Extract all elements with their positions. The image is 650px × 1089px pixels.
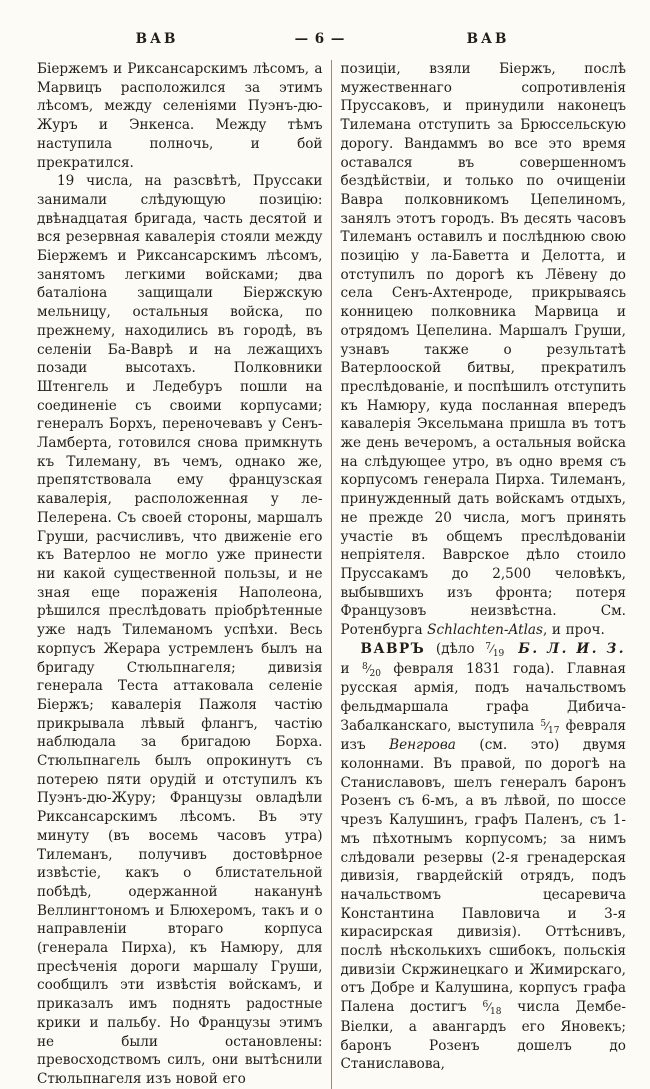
text-run: февраля 1831 года). Главная русская армія, подъ начальствомъ фельдмаршала графа Дибича-Забалканскаго, выступила bbox=[340, 660, 626, 734]
text-run: числа Дембе-Віелки, а авангардъ его Яновекъ; баронъ Розенъ дошелъ до Станиславова, bbox=[340, 999, 626, 1073]
date-fraction: $^8⁄_{20}$ bbox=[361, 661, 381, 679]
page-number: — 6 — bbox=[294, 31, 346, 47]
text-run: Schlachten-Atlas bbox=[427, 622, 543, 639]
text-columns bbox=[0, 58, 650, 1089]
text-run: позиціи, взяли Біержъ, послѣ мужественнаго сопротивленія Пруссаковъ, и принудили наконецъ Тилемана отступить за Брюссельскую дорогу. Вандаммъ во все это время оставался въ совершенномъ бездѣйствіи, и только по очищеніи Вавра полковникомъ Цепелиномъ, занялъ этотъ городъ. Въ десять часовъ Тилеманъ оставилъ и послѣднюю свою позицію у ла-Баветта и Делотта, и отступилъ по дорогѣ къ Лёвену до села Сенъ-Ахтенроде, прикрываясь конницею полковника Марвица и отрядомъ Цепелина. Маршалъ Груши, узнавъ также о результатѣ Ватерлооской битвы, прекратилъ преслѣдованіе, и поспѣшилъ отступить къ Намюру, куда посланная впередъ кавалерія Эксельмана пришла въ тотъ же день вечеромъ, а остальныя войска на слѣдующее утро, въ одно время съ корпусомъ генерала Пирха. Тилеманъ, принужденный дать войскамъ отдыхъ, не прежде 20 числа, могъ принять участіе въ общемъ преслѣдованіи непріятеля. Ваврское дѣло стоило Пруссакамъ до 2,500 человѣкъ, выбывшихъ изъ фронта; потеря Французовъ неизвѣстна. См. Ротенбурга bbox=[340, 61, 626, 639]
text-run: , и проч. bbox=[543, 622, 605, 639]
date-fraction: $^6⁄_{18}$ bbox=[482, 1000, 502, 1018]
paragraph bbox=[37, 172, 323, 1088]
text-run: 19 числа, на разсвѣтѣ, Пруссаки занимали слѣдующую позицію: двѣнадцатая бригада, часть десятой и вся резервная кавалерія стояли между Біержемъ и Риксансарскимъ лѣсомъ, занятомъ легкими войсками; два баталіона защищали Біержскую мельницу, остальныя войска, по прежнему, находились въ городѣ, въ селеніи Ба-Ваврѣ и на лежащихъ позади высотахъ. Полковники Штенгель и Ледебуръ пошли на соединеніе съ своими корпусами; генералъ Борхъ, переночевавъ у Сенъ-Ламберта, готовился снова примкнуть къ Тилеману, въ чемъ, однако же, препятствовала ему французская кавалерія, расположенная у ле-Пелерена. Съ своей стороны, маршалъ Груши, расчисливъ, что движеніе его къ Ватерлоо не могло уже принести ни какой существенной пользы, и не зная еще пораженія Наполеона, рѣшился преслѣдовать пріобрѣтенные уже надъ Тилеманомъ успѣхи. Весь корпусъ Жерара устремленъ былъ на бригаду Стюльпнагеля; дивизія генерала Теста аттаковала селеніе Біержъ; кавалерія Пажоля частію прикрывала лѣвый флангъ, частію наблюдала за бригадою Борха. Стюльпнагель былъ опрокинутъ съ потерею пяти орудій и отступилъ къ Пуэнъ-дю-Журу; Французы овладѣли Риксансарскимъ лѣсомъ. Въ эту минуту (въ восемь часовъ утра) Тилеманъ, получивъ достовѣрное извѣстіе, какъ о блистательной побѣдѣ, одержанной наканунѣ Веллингтономъ и Блюхеромъ, такъ и о направленіи втораго корпуса (генерала Пирха), къ Намюру, для пресѣченія дороги маршалу Груши, сообщилъ эти извѣстія войскамъ, и приказалъ имъ поднять радостные крики и пальбу. Но Французы этимъ не были остановлены: превосходствомъ силъ, они вытѣснили Стюльпнагеля изъ новой его bbox=[37, 173, 323, 1087]
text-run: и bbox=[340, 660, 362, 677]
header-keyword-left: ВАВ bbox=[135, 31, 179, 47]
date-fraction: $^7⁄_{19}$ bbox=[485, 641, 505, 659]
left-column bbox=[37, 60, 332, 1089]
date-fraction: $^5⁄_{17}$ bbox=[540, 718, 560, 736]
text-run: февраля изъ bbox=[340, 717, 627, 754]
running-head bbox=[0, 0, 650, 58]
text-run: Венгрова bbox=[389, 737, 456, 754]
text-run: Біержемъ и Риксансарскимъ лѣсомъ, а Марвицъ расположился за этимъ лѣсомъ, между селеніями Пуэнъ-дю-Журъ и Энкенса. Между тѣмъ наступила полночь, и бой прекратился. bbox=[37, 61, 323, 171]
right-column bbox=[332, 60, 627, 1089]
header-keyword-right: ВАВ bbox=[466, 31, 510, 47]
author-signature: Б. Л. И. З. bbox=[518, 640, 626, 657]
paragraph bbox=[341, 640, 627, 1074]
text-run: (см. это) двумя колоннами. Въ правой, по дорогѣ на Станиславовъ, шелъ генералъ баронъ Розенъ съ 6-мъ, а въ лѣвой, по шоссе чрезъ Калушинъ, графъ Паленъ, съ 1-мъ пѣхотнымъ корпусомъ; за нимъ слѣдовали резервы (2-я гренадерская дивизія, гвардейскій отрядъ, подъ начальствомъ цесаревича Константина Павловича и 3-я кирасирская дивизія). Оттѣснивъ, послѣ нѣсколькихъ сшибокъ, польскія дивизіи Скржинецкаго и Жимирскаго, отъ Добре и Калушина, корпусъ графа Палена достигъ bbox=[340, 737, 626, 1016]
paragraph bbox=[37, 60, 323, 172]
text-run: (дѣло bbox=[425, 640, 486, 657]
entry-headword: ВАВРЪ bbox=[360, 640, 426, 657]
